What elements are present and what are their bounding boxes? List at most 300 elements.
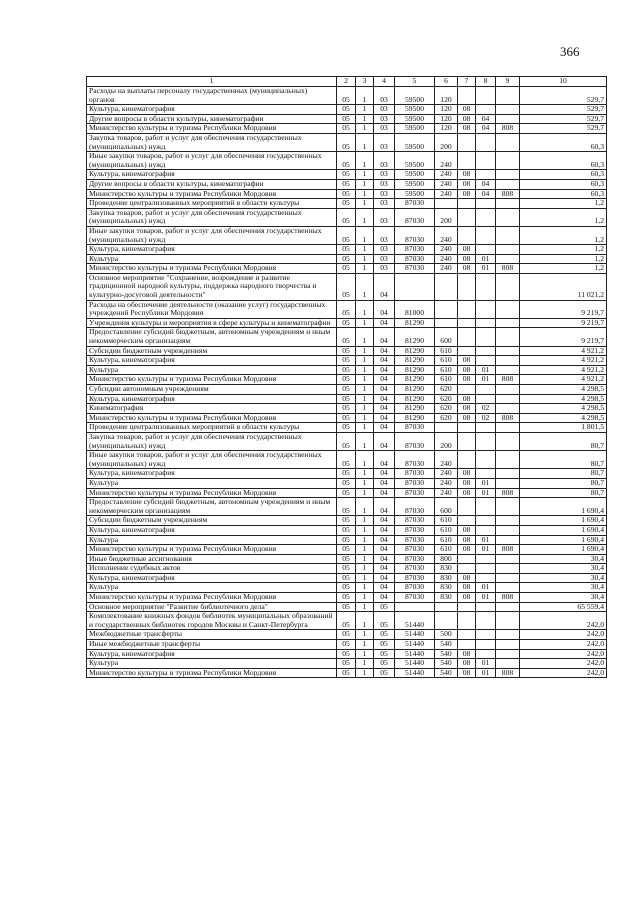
cell-code-2: 05 bbox=[337, 346, 356, 356]
cell-code-4: 04 bbox=[374, 328, 395, 346]
cell-code-2: 05 bbox=[337, 630, 356, 640]
cell-code-9: 808 bbox=[496, 189, 520, 199]
cell-code-4: 04 bbox=[374, 375, 395, 385]
cell-code-7: 08 bbox=[458, 404, 476, 414]
cell-code-8: 02 bbox=[476, 413, 496, 423]
row-name: Министерство культуры и туризма Республики Мордовия bbox=[87, 124, 337, 134]
row-name: Министерство культуры и туризма Республики Мордовия bbox=[87, 189, 337, 199]
header-row bbox=[87, 77, 607, 87]
table-row bbox=[87, 659, 607, 669]
cell-code-2: 05 bbox=[337, 554, 356, 564]
cell-code-2: 05 bbox=[337, 105, 356, 115]
cell-code-3: 1 bbox=[356, 413, 374, 423]
cell-code-3: 1 bbox=[356, 170, 374, 180]
cell-code-2: 05 bbox=[337, 612, 356, 630]
cell-code-5: 87030 bbox=[395, 564, 435, 574]
cell-code-9 bbox=[496, 525, 520, 535]
cell-amount: 30,4 bbox=[520, 573, 607, 583]
cell-code-3: 1 bbox=[356, 630, 374, 640]
cell-code-6: 610 bbox=[435, 365, 458, 375]
cell-code-3: 1 bbox=[356, 554, 374, 564]
cell-code-6 bbox=[435, 602, 458, 612]
cell-code-8 bbox=[476, 573, 496, 583]
cell-amount: 30,4 bbox=[520, 554, 607, 564]
cell-code-4: 04 bbox=[374, 573, 395, 583]
cell-code-9: 808 bbox=[496, 124, 520, 134]
cell-code-6: 200 bbox=[435, 208, 458, 226]
cell-code-9 bbox=[496, 469, 520, 479]
cell-code-4: 04 bbox=[374, 356, 395, 366]
cell-code-3: 1 bbox=[356, 535, 374, 545]
cell-code-9 bbox=[496, 152, 520, 170]
table-row bbox=[87, 525, 607, 535]
cell-code-4: 05 bbox=[374, 640, 395, 650]
cell-code-9 bbox=[496, 640, 520, 650]
cell-code-2: 05 bbox=[337, 179, 356, 189]
cell-code-6: 240 bbox=[435, 478, 458, 488]
table-row bbox=[87, 170, 607, 180]
table-row bbox=[87, 346, 607, 356]
col-header: 1 bbox=[87, 77, 337, 87]
table-row bbox=[87, 226, 607, 244]
table-row bbox=[87, 300, 607, 318]
cell-code-6: 200 bbox=[435, 133, 458, 151]
cell-code-8 bbox=[476, 356, 496, 366]
table-row bbox=[87, 199, 607, 209]
cell-code-9 bbox=[496, 300, 520, 318]
cell-code-6 bbox=[435, 199, 458, 209]
cell-code-5: 59500 bbox=[395, 105, 435, 115]
cell-code-6: 240 bbox=[435, 245, 458, 255]
cell-code-5: 87030 bbox=[395, 573, 435, 583]
table-row bbox=[87, 612, 607, 630]
cell-code-5: 59500 bbox=[395, 87, 435, 105]
cell-code-5: 87030 bbox=[395, 469, 435, 479]
cell-code-4: 03 bbox=[374, 189, 395, 199]
table-row bbox=[87, 245, 607, 255]
cell-code-4: 03 bbox=[374, 124, 395, 134]
cell-code-7 bbox=[458, 385, 476, 395]
cell-code-3: 1 bbox=[356, 498, 374, 516]
cell-code-7 bbox=[458, 199, 476, 209]
cell-code-7: 08 bbox=[458, 478, 476, 488]
cell-code-4: 04 bbox=[374, 554, 395, 564]
cell-code-2: 05 bbox=[337, 264, 356, 274]
cell-code-9 bbox=[496, 630, 520, 640]
cell-code-8 bbox=[476, 133, 496, 151]
cell-code-4: 03 bbox=[374, 245, 395, 255]
cell-code-7: 08 bbox=[458, 375, 476, 385]
cell-code-7 bbox=[458, 451, 476, 469]
cell-code-3: 1 bbox=[356, 273, 374, 300]
row-name: Министерство культуры и туризма Республики Мордовия bbox=[87, 264, 337, 274]
table-row bbox=[87, 573, 607, 583]
cell-code-6 bbox=[435, 300, 458, 318]
cell-code-8 bbox=[476, 226, 496, 244]
row-name: Культура, кинематография bbox=[87, 170, 337, 180]
cell-code-6: 240 bbox=[435, 488, 458, 498]
cell-code-7: 08 bbox=[458, 659, 476, 669]
cell-code-6: 240 bbox=[435, 469, 458, 479]
table-row bbox=[87, 630, 607, 640]
cell-code-9 bbox=[496, 564, 520, 574]
cell-code-3: 1 bbox=[356, 346, 374, 356]
row-name: Министерство культуры и туризма Республики Мордовия bbox=[87, 545, 337, 555]
table-row bbox=[87, 488, 607, 498]
table-row bbox=[87, 328, 607, 346]
cell-code-8 bbox=[476, 273, 496, 300]
cell-amount: 1,2 bbox=[520, 226, 607, 244]
cell-code-5: 81290 bbox=[395, 365, 435, 375]
cell-code-7 bbox=[458, 300, 476, 318]
cell-code-9 bbox=[496, 394, 520, 404]
cell-code-4: 05 bbox=[374, 649, 395, 659]
cell-amount: 1 690,4 bbox=[520, 498, 607, 516]
cell-code-6: 610 bbox=[435, 516, 458, 526]
cell-code-2: 05 bbox=[337, 365, 356, 375]
cell-code-8: 01 bbox=[476, 375, 496, 385]
cell-code-8 bbox=[476, 554, 496, 564]
cell-code-8: 04 bbox=[476, 114, 496, 124]
cell-code-6: 240 bbox=[435, 264, 458, 274]
table-row bbox=[87, 478, 607, 488]
cell-code-6: 610 bbox=[435, 346, 458, 356]
cell-code-6: 240 bbox=[435, 189, 458, 199]
cell-code-3: 1 bbox=[356, 432, 374, 450]
cell-code-9 bbox=[496, 356, 520, 366]
cell-code-2: 05 bbox=[337, 583, 356, 593]
cell-code-6 bbox=[435, 318, 458, 328]
cell-code-2: 05 bbox=[337, 385, 356, 395]
cell-code-8: 04 bbox=[476, 189, 496, 199]
cell-code-7: 08 bbox=[458, 668, 476, 678]
row-name: Учреждения культуры и мероприятия в сфере культуры и кинематографии bbox=[87, 318, 337, 328]
cell-code-5: 87030 bbox=[395, 535, 435, 545]
cell-code-2: 05 bbox=[337, 273, 356, 300]
page-number: 366 bbox=[560, 44, 580, 59]
cell-code-8 bbox=[476, 649, 496, 659]
cell-code-8: 01 bbox=[476, 545, 496, 555]
col-header: 10 bbox=[520, 77, 607, 87]
table-row bbox=[87, 535, 607, 545]
col-header: 2 bbox=[337, 77, 356, 87]
cell-code-7: 08 bbox=[458, 413, 476, 423]
table-row bbox=[87, 318, 607, 328]
cell-code-2: 05 bbox=[337, 659, 356, 669]
cell-code-5: 81290 bbox=[395, 356, 435, 366]
row-name: Культура bbox=[87, 365, 337, 375]
cell-amount: 242,0 bbox=[520, 630, 607, 640]
col-header: 9 bbox=[496, 77, 520, 87]
cell-code-4: 03 bbox=[374, 114, 395, 124]
cell-code-6: 540 bbox=[435, 659, 458, 669]
cell-code-6: 540 bbox=[435, 668, 458, 678]
cell-code-8: 01 bbox=[476, 583, 496, 593]
cell-code-9 bbox=[496, 245, 520, 255]
cell-code-9 bbox=[496, 105, 520, 115]
table-row bbox=[87, 640, 607, 650]
table-row bbox=[87, 365, 607, 375]
row-name: Расходы на выплаты персоналу государственных (муниципальных) органов bbox=[87, 87, 337, 105]
cell-code-4: 04 bbox=[374, 318, 395, 328]
cell-code-5: 51440 bbox=[395, 668, 435, 678]
cell-code-9: 808 bbox=[496, 545, 520, 555]
cell-code-3: 1 bbox=[356, 612, 374, 630]
row-name: Основное мероприятие "Развитие библиотечного дела" bbox=[87, 602, 337, 612]
cell-amount: 4 298,5 bbox=[520, 394, 607, 404]
row-name: Культура, кинематография bbox=[87, 649, 337, 659]
cell-amount: 4 921,2 bbox=[520, 346, 607, 356]
cell-code-2: 05 bbox=[337, 573, 356, 583]
cell-code-6: 120 bbox=[435, 114, 458, 124]
cell-code-9 bbox=[496, 659, 520, 669]
cell-code-6: 240 bbox=[435, 451, 458, 469]
cell-code-6: 240 bbox=[435, 152, 458, 170]
cell-code-8: 01 bbox=[476, 593, 496, 603]
table-row bbox=[87, 124, 607, 134]
row-name: Другие вопросы в области культуры, кинематографии bbox=[87, 179, 337, 189]
cell-code-2: 05 bbox=[337, 545, 356, 555]
cell-code-7: 08 bbox=[458, 105, 476, 115]
cell-code-5: 59500 bbox=[395, 179, 435, 189]
row-name: Культура, кинематография bbox=[87, 525, 337, 535]
cell-amount: 9 219,7 bbox=[520, 318, 607, 328]
cell-code-4: 05 bbox=[374, 612, 395, 630]
table-row bbox=[87, 273, 607, 300]
cell-code-9 bbox=[496, 612, 520, 630]
cell-code-2: 05 bbox=[337, 189, 356, 199]
cell-code-3: 1 bbox=[356, 356, 374, 366]
cell-amount: 242,0 bbox=[520, 612, 607, 630]
cell-code-4: 04 bbox=[374, 535, 395, 545]
cell-code-5: 51440 bbox=[395, 649, 435, 659]
cell-code-5: 81290 bbox=[395, 385, 435, 395]
cell-amount: 30,4 bbox=[520, 564, 607, 574]
cell-code-6 bbox=[435, 423, 458, 433]
cell-code-9 bbox=[496, 208, 520, 226]
cell-code-2: 05 bbox=[337, 394, 356, 404]
table-row bbox=[87, 189, 607, 199]
cell-code-2: 05 bbox=[337, 328, 356, 346]
cell-code-2: 05 bbox=[337, 375, 356, 385]
cell-amount: 529,7 bbox=[520, 114, 607, 124]
row-name: Иные закупки товаров, работ и услуг для обеспечения государственных (муниципальных) нужд bbox=[87, 152, 337, 170]
cell-code-2: 05 bbox=[337, 318, 356, 328]
cell-code-2: 05 bbox=[337, 133, 356, 151]
cell-code-8 bbox=[476, 328, 496, 346]
row-name: Культура bbox=[87, 254, 337, 264]
cell-code-7 bbox=[458, 564, 476, 574]
cell-code-9 bbox=[496, 573, 520, 583]
cell-code-8: 01 bbox=[476, 659, 496, 669]
cell-code-7 bbox=[458, 318, 476, 328]
cell-code-9 bbox=[496, 170, 520, 180]
cell-code-5: 81290 bbox=[395, 394, 435, 404]
cell-amount: 80,7 bbox=[520, 488, 607, 498]
cell-code-6: 610 bbox=[435, 535, 458, 545]
cell-code-2: 05 bbox=[337, 593, 356, 603]
table-row bbox=[87, 264, 607, 274]
cell-code-4: 04 bbox=[374, 469, 395, 479]
row-name: Культура bbox=[87, 583, 337, 593]
cell-code-8 bbox=[476, 451, 496, 469]
cell-code-2: 05 bbox=[337, 254, 356, 264]
cell-code-3: 1 bbox=[356, 488, 374, 498]
row-name: Кинематография bbox=[87, 404, 337, 414]
cell-code-7 bbox=[458, 328, 476, 346]
cell-code-8: 01 bbox=[476, 668, 496, 678]
row-name: Министерство культуры и туризма Республики Мордовия bbox=[87, 375, 337, 385]
cell-code-5: 59500 bbox=[395, 189, 435, 199]
cell-code-3: 1 bbox=[356, 133, 374, 151]
cell-code-9 bbox=[496, 114, 520, 124]
table-row bbox=[87, 498, 607, 516]
cell-amount: 1,2 bbox=[520, 245, 607, 255]
table-row bbox=[87, 114, 607, 124]
cell-amount: 529,7 bbox=[520, 124, 607, 134]
cell-code-4: 03 bbox=[374, 254, 395, 264]
cell-code-6: 240 bbox=[435, 226, 458, 244]
cell-code-9 bbox=[496, 404, 520, 414]
cell-code-3: 1 bbox=[356, 365, 374, 375]
cell-code-3: 1 bbox=[356, 124, 374, 134]
cell-code-6: 240 bbox=[435, 179, 458, 189]
cell-code-7: 08 bbox=[458, 245, 476, 255]
cell-code-9 bbox=[496, 385, 520, 395]
cell-code-6: 120 bbox=[435, 124, 458, 134]
cell-code-3: 1 bbox=[356, 318, 374, 328]
cell-code-7 bbox=[458, 346, 476, 356]
row-name: Министерство культуры и туризма Республики Мордовия bbox=[87, 593, 337, 603]
row-name: Культура bbox=[87, 478, 337, 488]
cell-amount: 529,7 bbox=[520, 105, 607, 115]
table-row bbox=[87, 385, 607, 395]
cell-code-5: 87030 bbox=[395, 423, 435, 433]
cell-code-4: 03 bbox=[374, 152, 395, 170]
cell-code-6: 610 bbox=[435, 356, 458, 366]
cell-code-5: 59500 bbox=[395, 114, 435, 124]
cell-code-8 bbox=[476, 152, 496, 170]
cell-code-3: 1 bbox=[356, 423, 374, 433]
cell-code-8 bbox=[476, 385, 496, 395]
cell-code-6: 830 bbox=[435, 583, 458, 593]
cell-code-3: 1 bbox=[356, 189, 374, 199]
cell-code-2: 05 bbox=[337, 649, 356, 659]
cell-code-5: 87030 bbox=[395, 498, 435, 516]
cell-amount: 529,7 bbox=[520, 87, 607, 105]
cell-code-8: 04 bbox=[476, 179, 496, 189]
cell-code-2: 05 bbox=[337, 87, 356, 105]
cell-code-3: 1 bbox=[356, 254, 374, 264]
cell-code-6: 540 bbox=[435, 649, 458, 659]
cell-code-5: 81290 bbox=[395, 404, 435, 414]
cell-code-7: 08 bbox=[458, 525, 476, 535]
cell-code-7 bbox=[458, 432, 476, 450]
cell-code-6: 620 bbox=[435, 413, 458, 423]
cell-code-9 bbox=[496, 451, 520, 469]
cell-code-7 bbox=[458, 602, 476, 612]
table-row bbox=[87, 602, 607, 612]
col-header: 7 bbox=[458, 77, 476, 87]
cell-code-9 bbox=[496, 87, 520, 105]
cell-code-8 bbox=[476, 318, 496, 328]
row-name: Культура, кинематография bbox=[87, 245, 337, 255]
row-name: Основное мероприятие "Сохранение, возрождение и развитие традиционной народной культуры, поддержка народного творчества и культурно-досуговой деятельности" bbox=[87, 273, 337, 300]
cell-code-2: 05 bbox=[337, 469, 356, 479]
cell-code-6 bbox=[435, 612, 458, 630]
cell-amount: 9 219,7 bbox=[520, 300, 607, 318]
cell-code-9 bbox=[496, 649, 520, 659]
cell-amount: 1,2 bbox=[520, 208, 607, 226]
cell-code-8 bbox=[476, 602, 496, 612]
cell-code-8 bbox=[476, 640, 496, 650]
table-row bbox=[87, 564, 607, 574]
cell-code-7: 08 bbox=[458, 170, 476, 180]
cell-amount: 60,3 bbox=[520, 133, 607, 151]
row-name: Субсидии автономным учреждениям bbox=[87, 385, 337, 395]
col-header: 5 bbox=[395, 77, 435, 87]
cell-code-8 bbox=[476, 630, 496, 640]
cell-code-3: 1 bbox=[356, 469, 374, 479]
row-name: Закупка товаров, работ и услуг для обеспечения государственных (муниципальных) нужд bbox=[87, 208, 337, 226]
cell-code-6: 600 bbox=[435, 328, 458, 346]
cell-code-5: 81000 bbox=[395, 300, 435, 318]
row-name: Иные закупки товаров, работ и услуг для обеспечения государственных (муниципальных) нужд bbox=[87, 451, 337, 469]
cell-code-4: 03 bbox=[374, 179, 395, 189]
cell-code-4: 04 bbox=[374, 488, 395, 498]
cell-amount: 9 219,7 bbox=[520, 328, 607, 346]
cell-code-3: 1 bbox=[356, 573, 374, 583]
cell-code-4: 03 bbox=[374, 133, 395, 151]
cell-code-7: 08 bbox=[458, 394, 476, 404]
table-row bbox=[87, 356, 607, 366]
cell-code-5: 87030 bbox=[395, 478, 435, 488]
row-name: Культура bbox=[87, 659, 337, 669]
cell-code-7: 08 bbox=[458, 254, 476, 264]
cell-code-9 bbox=[496, 602, 520, 612]
cell-amount: 4 921,2 bbox=[520, 365, 607, 375]
table-row bbox=[87, 152, 607, 170]
cell-code-6: 500 bbox=[435, 630, 458, 640]
table-row bbox=[87, 254, 607, 264]
cell-code-4: 03 bbox=[374, 226, 395, 244]
table-row bbox=[87, 432, 607, 450]
table-row bbox=[87, 394, 607, 404]
cell-amount: 30,4 bbox=[520, 593, 607, 603]
cell-code-6: 610 bbox=[435, 375, 458, 385]
cell-code-7 bbox=[458, 152, 476, 170]
cell-code-4: 04 bbox=[374, 564, 395, 574]
cell-amount: 11 021,2 bbox=[520, 273, 607, 300]
cell-amount: 242,0 bbox=[520, 640, 607, 650]
cell-code-9 bbox=[496, 346, 520, 356]
cell-code-3: 1 bbox=[356, 226, 374, 244]
table-row bbox=[87, 208, 607, 226]
cell-code-5: 87030 bbox=[395, 545, 435, 555]
cell-code-5: 59500 bbox=[395, 170, 435, 180]
table-row bbox=[87, 583, 607, 593]
cell-code-6: 600 bbox=[435, 498, 458, 516]
cell-code-8 bbox=[476, 245, 496, 255]
table-row bbox=[87, 649, 607, 659]
cell-code-6: 540 bbox=[435, 640, 458, 650]
cell-amount: 1 690,4 bbox=[520, 545, 607, 555]
cell-amount: 1 690,4 bbox=[520, 516, 607, 526]
cell-code-7 bbox=[458, 423, 476, 433]
cell-code-5: 87030 bbox=[395, 451, 435, 469]
table-row bbox=[87, 451, 607, 469]
table-row bbox=[87, 516, 607, 526]
